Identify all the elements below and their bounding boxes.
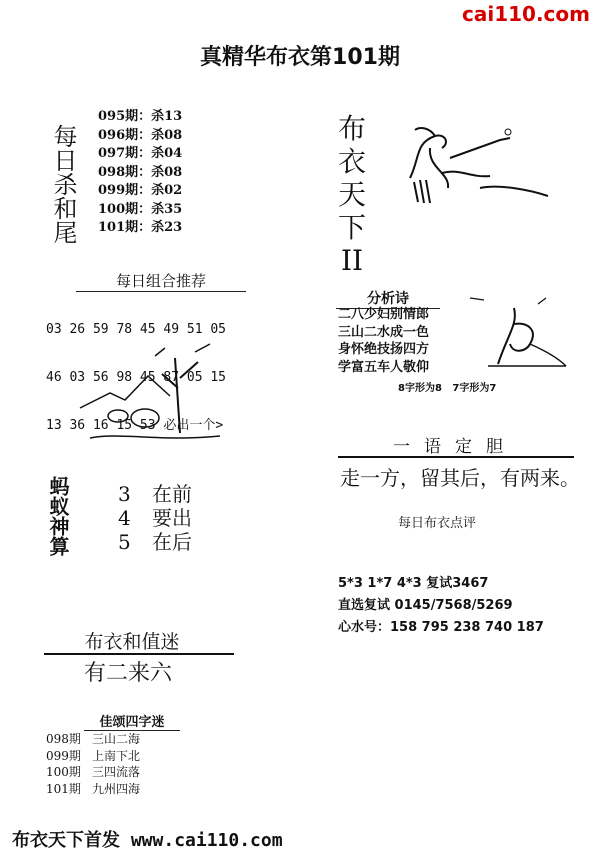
yiyu-text: 走一方，留其后，有两来。 [340,466,580,490]
ant-god-num: 5 [118,530,131,554]
list-item: 097期：杀04 [98,146,183,161]
list-item: 101期：杀23 [98,220,183,235]
footer-url[interactable]: www.cai110.com [130,830,283,851]
list-item: 03 26 59 78 45 49 51 05 [46,322,227,337]
list-item [46,731,140,748]
poem-lines [338,306,429,376]
riddle-period: 099期 [46,748,81,763]
yiyu-title: 一语定胆 [393,437,517,457]
riddle-text: 三四流落 [92,765,141,779]
daily-kill-list [98,108,182,238]
poem-line: 三山二水成一色 [338,324,430,340]
bird-illustration [468,294,568,370]
list-item: 096期：杀08 [98,127,183,143]
riddle-period: 101期 [46,781,81,796]
brand-char: 天 [337,178,366,211]
daily-kill-label-text: 每日杀和尾 [49,124,77,244]
hezhimi-title: 布衣和值迷 [84,631,180,653]
riddle-text: 上南下北 [92,748,141,763]
poem-line: 身怀绝技扬四方 [338,342,430,357]
hezhimi-answer: 有二来六 [84,661,173,686]
list-item: 13 36 16 15 53 必出一个> [46,418,224,433]
divider [338,456,574,458]
list-item: 099期：杀02 [98,183,183,198]
riddle-text: 三山二海 [92,732,141,746]
ant-god-label [46,476,72,556]
list-item [46,764,140,781]
brand-char: II [340,244,364,277]
site-logo[interactable]: cai110.com [462,2,590,26]
brand-char: 布 [337,112,366,145]
poem-line: 二八少妇别情郎 [338,307,430,322]
ant-god-row [118,526,192,555]
riddle-text: 九州四海 [92,781,141,796]
list-item: 100期：杀35 [98,201,183,217]
ant-god-num: 3 [118,482,131,506]
ant-god-text: 在后 [152,530,192,554]
ant-god-num: 4 [118,506,131,530]
landscape-illustration [70,338,240,450]
list-item: 098期：杀08 [98,164,183,180]
divider [44,653,234,655]
riddle-title: 佳颂四字迷 [84,711,180,731]
riddle-list [46,731,140,797]
heron-illustration [390,118,550,210]
daily-kill-label [50,124,78,244]
list-item [46,748,140,765]
comment-title: 每日布衣点评 [398,516,477,531]
ant-god-label-text: 蚂蚁神算 [46,476,70,556]
list-item: 095期：杀13 [98,109,183,124]
footer-label: 布衣天下首发 [12,830,120,851]
combo-title: 每日组合推荐 [76,270,246,292]
list-item: 46 03 56 98 45 87 05 15 [46,370,227,385]
comment-line: 直选复试 0145/7568/5269 [338,598,513,613]
riddle-period: 098期 [46,732,81,746]
poem-line: 学富五车人敬仰 [338,359,430,375]
brand-vertical [334,112,370,277]
footer [12,826,283,852]
comment-line: 心水号：158 795 238 740 187 [338,620,544,635]
page-title: 真精华布衣第101期 [200,45,400,70]
list-item [46,781,140,798]
ant-god-text: 在前 [152,482,192,506]
ant-god-text: 要出 [152,506,192,530]
brand-char: 下 [337,211,366,244]
brand-char: 衣 [337,145,366,178]
shape-hint: 8字形为8 7字形为7 [398,383,497,394]
poem-title: 分析诗 [336,288,440,309]
riddle-period: 100期 [46,765,81,779]
comment-line: 5*3 1*7 4*3 复试3467 [338,576,489,591]
